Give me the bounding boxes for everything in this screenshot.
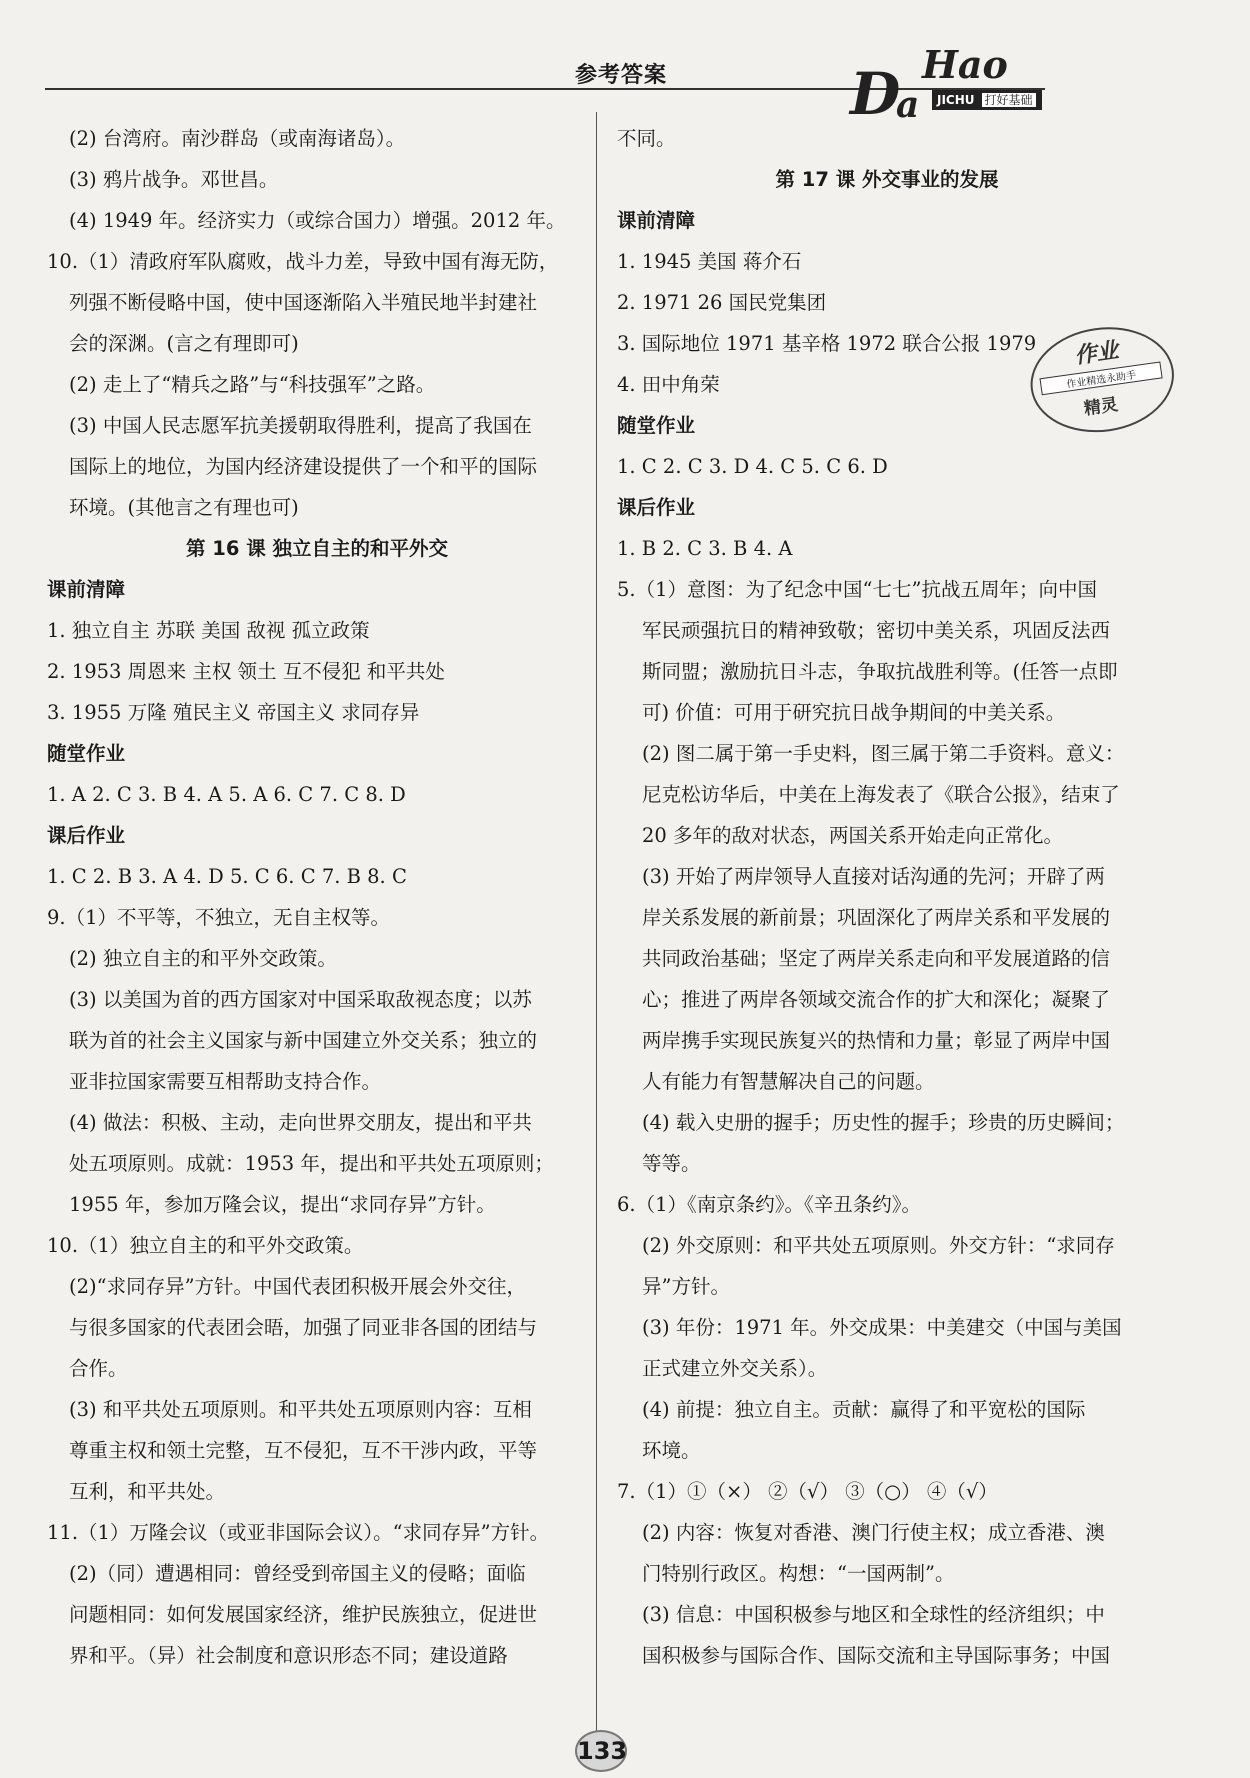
answer-line: (2) 台湾府。南沙群岛（或南海诸岛）。 [69,127,406,150]
answer-line: 11.（1）万隆会议（或亚非国际会议）。“求同存异”方针。 [47,1521,550,1544]
answer-line: 10.（1）独立自主的和平外交政策。 [47,1234,364,1257]
answer-line: 4. 田中角荣 [617,373,720,396]
logo-d: D [850,60,901,128]
answer-line: (4) 载入史册的握手；历史性的握手；珍贵的历史瞬间； [642,1111,1125,1134]
answer-line: 尼克松访华后，中美在上海发表了《联合公报》，结束了 [642,783,1120,806]
logo-bar [932,90,1042,110]
stamp-text-2: 作业精选永助手 [1039,361,1162,395]
section-heading: 课后作业 [617,496,696,519]
lesson-heading: 第 17 课 外交事业的发展 [775,168,999,191]
section-heading: 随堂作业 [47,742,126,765]
answer-line: (2) 内容：恢复对香港、澳门行使主权；成立香港、澳 [642,1521,1105,1544]
section-heading: 课后作业 [47,824,126,847]
column-divider [596,112,597,1732]
answer-line: 10.（1）清政府军队腐败，战斗力差，导致中国有海无防， [47,250,559,273]
logo-a: a [896,84,920,126]
answer-line: 界和平。（异）社会制度和意识形态不同；建设道路 [69,1644,508,1667]
answer-line: 2. 1953 周恩来 主权 领土 互不侵犯 和平共处 [47,660,445,683]
answer-line: (3) 以美国为首的西方国家对中国采取敌视态度；以苏 [69,988,532,1011]
answer-line: 互利，和平共处。 [69,1480,226,1503]
answer-line: 3. 1955 万隆 殖民主义 帝国主义 求同存异 [47,701,420,724]
answer-line: 与很多国家的代表团会晤，加强了同亚非各国的团结与 [69,1316,538,1339]
answer-line: 2. 1971 26 国民党集团 [617,291,827,314]
answer-line: 环境。(其他言之有理也可) [69,496,299,519]
answer-line: (3) 开始了两岸领导人直接对话沟通的先河；开辟了两 [642,865,1105,888]
answer-line: (3) 和平共处五项原则。和平共处五项原则内容：互相 [69,1398,532,1421]
answer-line: 等等。 [642,1152,701,1175]
lesson-heading: 第 16 课 独立自主的和平外交 [185,537,448,560]
answer-line: 可) 价值：可用于研究抗日战争期间的中美关系。 [642,701,1066,724]
answer-line: 6.（1）《南京条约》。《辛丑条约》。 [617,1193,922,1216]
section-heading: 课前清障 [47,578,126,601]
answer-line: 7.（1）①（×） ②（√） ③（○） ④（√） [617,1480,998,1503]
answer-line: 两岸携手实现民族复兴的热情和力量；彰显了两岸中国 [642,1029,1111,1052]
answer-line: 人有能力有智慧解决自己的问题。 [642,1070,935,1093]
logo-hao: Hao [922,42,1008,87]
answer-line: (2)“求同存异”方针。中国代表团积极开展会外交往， [69,1275,527,1298]
answer-line: (2) 独立自主的和平外交政策。 [69,947,337,970]
dahao-logo [850,40,1070,128]
stamp-text-3: 精灵 [1082,394,1120,420]
answer-line: (2) 图二属于第一手史料，图三属于第二手资料。意义： [642,742,1125,765]
logo-jichu: JICHU [937,93,975,107]
answer-line: 1. 独立自主 苏联 美国 敌视 孤立政策 [47,619,370,642]
answer-line: (4) 做法：积极、主动，走向世界交朋友，提出和平共 [69,1111,532,1134]
answer-line: (3) 年份：1971 年。外交成果：中美建交（中国与美国 [642,1316,1122,1339]
answer-line: 正式建立外交关系）。 [642,1357,828,1380]
answer-line: 1955 年，参加万隆会议，提出“求同存异”方针。 [69,1193,496,1216]
answer-line: 5.（1）意图：为了纪念中国“七七”抗战五周年；向中国 [617,578,1097,601]
answer-line: 岸关系发展的新前景；巩固深化了两岸关系和平发展的 [642,906,1111,929]
answer-line: 环境。 [642,1439,701,1462]
section-heading: 随堂作业 [617,414,696,437]
answer-line: 不同。 [617,127,676,150]
answer-line: 亚非拉国家需要互相帮助支持合作。 [69,1070,382,1093]
answer-line: 心；推进了两岸各领域交流合作的扩大和深化；凝聚了 [642,988,1111,1011]
answer-line: 20 多年的敌对状态，两国关系开始走向正常化。 [642,824,1064,847]
answer-line: 联为首的社会主义国家与新中国建立外交关系；独立的 [69,1029,538,1052]
answer-line: 1. C 2. C 3. D 4. C 5. C 6. D [617,455,888,478]
answer-line: 1. A 2. C 3. B 4. A 5. A 6. C 7. C 8. D [47,783,406,806]
answer-line: 斯同盟；激励抗日斗志，争取抗战胜利等。(任答一点即 [642,660,1118,683]
section-heading: 课前清障 [617,209,696,232]
answer-line: 处五项原则。成就：1953 年，提出和平共处五项原则； [69,1152,554,1175]
answer-line: 1. 1945 美国 蒋介石 [617,250,802,273]
answer-line: (3) 鸦片战争。邓世昌。 [69,168,279,191]
answer-line: 国积极参与国际合作、国际交流和主导国际事务；中国 [642,1644,1111,1667]
answer-line: 共同政治基础；坚定了两岸关系走向和平发展道路的信 [642,947,1111,970]
homework-stamp [1024,319,1177,438]
answer-line: 列强不断侵略中国，使中国逐渐陷入半殖民地半封建社 [69,291,538,314]
page-number: 133 [575,1730,627,1772]
answer-line: 1. C 2. B 3. A 4. D 5. C 6. C 7. B 8. C [47,865,407,888]
page-header-title: 参考答案 [575,63,668,88]
answer-line: (2)（同）遭遇相同：曾经受到帝国主义的侵略；面临 [69,1562,526,1585]
answer-line: 门特别行政区。构想：“一国两制”。 [642,1562,955,1585]
answer-line: 尊重主权和领土完整，互不侵犯，互不干涉内政，平等 [69,1439,538,1462]
answer-line: (2) 走上了“精兵之路”与“科技强军”之路。 [69,373,436,396]
answer-line: 会的深渊。(言之有理即可) [69,332,299,355]
answer-line: 3. 国际地位 1971 基辛格 1972 联合公报 1979 [617,332,1037,355]
answer-line: 异”方针。 [642,1275,730,1298]
answer-line: 1. B 2. C 3. B 4. A [617,537,793,560]
answer-line: 9.（1）不平等，不独立，无自主权等。 [47,906,391,929]
answer-line: 合作。 [69,1357,128,1380]
answer-line: 问题相同：如何发展国家经济，维护民族独立，促进世 [69,1603,538,1626]
answer-line: (4) 1949 年。经济实力（或综合国力）增强。2012 年。 [69,209,566,232]
answer-line: 军民顽强抗日的精神致敬；密切中美关系，巩固反法西 [642,619,1111,642]
answer-line: (3) 信息：中国积极参与地区和全球性的经济组织；中 [642,1603,1105,1626]
stamp-text-1: 作业 [1072,337,1121,370]
answer-line: (3) 中国人民志愿军抗美援朝取得胜利，提高了我国在 [69,414,532,437]
answer-line: (4) 前提：独立自主。贡献：赢得了和平宽松的国际 [642,1398,1086,1421]
logo-sub: 打好基础 [981,92,1037,108]
answer-line: 国际上的地位，为国内经济建设提供了一个和平的国际 [69,455,538,478]
left-column [47,118,587,1676]
answer-line: (2) 外交原则：和平共处五项原则。外交方针：“求同存 [642,1234,1115,1257]
